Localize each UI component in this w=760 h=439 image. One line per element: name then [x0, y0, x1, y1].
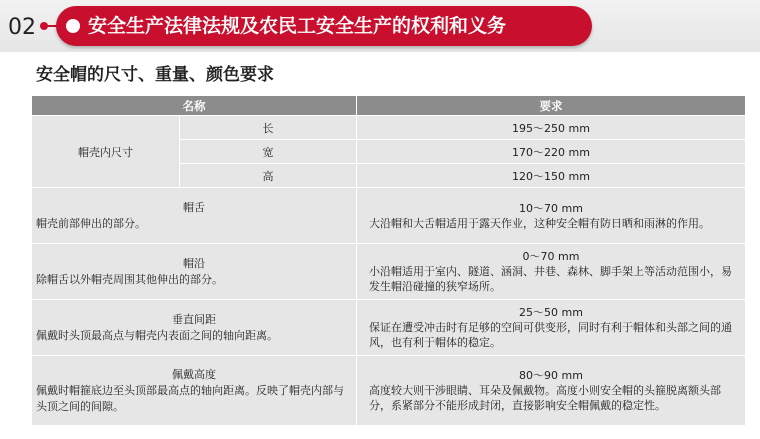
- dimension-label: 长: [180, 116, 357, 140]
- dimension-value: 195～250 mm: [357, 116, 746, 140]
- table-row: [32, 244, 746, 300]
- item-cell: [32, 300, 357, 356]
- requirement-cell: [357, 244, 746, 300]
- requirement-value: 25～50 mm: [519, 306, 583, 319]
- item-cell: [32, 356, 357, 426]
- requirement-cell: [357, 300, 746, 356]
- requirement-note: 保证在遭受冲击时有足够的空间可供变形，同时有利于帽体和头部之间的通风，也有利于帽体的稳定。: [369, 321, 732, 349]
- item-definition: 佩戴时头顶最高点与帽壳内表面之间的轴向距离。: [36, 328, 278, 342]
- bullet-dot-icon: [66, 19, 80, 33]
- shell-size-label: 帽壳内尺寸: [32, 116, 180, 188]
- column-header-requirement: 要求: [357, 96, 746, 116]
- dimension-label: 高: [180, 164, 357, 188]
- dimension-value: 120～150 mm: [357, 164, 746, 188]
- dimension-value: 170～220 mm: [357, 140, 746, 164]
- requirement-note: 小沿帽适用于室内、隧道、涵洞、井巷、森林、脚手架上等活动范围小，易发生帽沿碰撞的狭窄场所。: [369, 265, 732, 293]
- item-definition: 除帽舌以外帽壳周围其他伸出的部分。: [36, 272, 223, 286]
- title-banner: [56, 6, 592, 46]
- item-definition: 帽壳前部伸出的部分。: [36, 216, 146, 230]
- table-row: [32, 116, 746, 140]
- requirement-value: 10～70 mm: [519, 201, 583, 215]
- table-header-row: [32, 96, 746, 116]
- item-definition: 佩戴时帽箍底边至头顶部最高点的轴向距离。反映了帽壳内部与头顶之间的间隙。: [36, 383, 344, 413]
- requirement-cell: [357, 356, 746, 426]
- section-subtitle: 安全帽的尺寸、重量、颜色要求: [36, 65, 274, 85]
- item-cell: [32, 188, 357, 244]
- item-cell: [32, 244, 357, 300]
- item-name: 垂直间距: [172, 312, 216, 326]
- requirement-cell: [357, 188, 746, 244]
- requirement-value: 80～90 mm: [519, 369, 583, 382]
- table-row: [32, 300, 746, 356]
- section-number: 02: [8, 14, 36, 40]
- column-header-name: 名称: [32, 96, 357, 116]
- requirement-note: 高度较大则干涉眼睛、耳朵及佩戴物。高度小则安全帽的头箍脱离额头部分，系紧部分不能形成封闭，直接影响安全帽佩戴的稳定性。: [369, 384, 721, 412]
- item-name: 帽沿: [183, 256, 205, 270]
- page-title: 安全生产法律法规及农民工安全生产的权利和义务: [88, 15, 507, 37]
- item-name: 佩戴高度: [172, 367, 216, 381]
- item-name: 帽舌: [183, 200, 205, 214]
- requirement-note: 大沿帽和大舌帽适用于露天作业，这种安全帽有防日晒和雨淋的作用。: [369, 216, 710, 230]
- helmet-requirements-table: [31, 95, 746, 426]
- table-row: [32, 188, 746, 244]
- dimension-label: 宽: [180, 140, 357, 164]
- requirement-value: 0～70 mm: [522, 250, 580, 263]
- table-row: [32, 356, 746, 426]
